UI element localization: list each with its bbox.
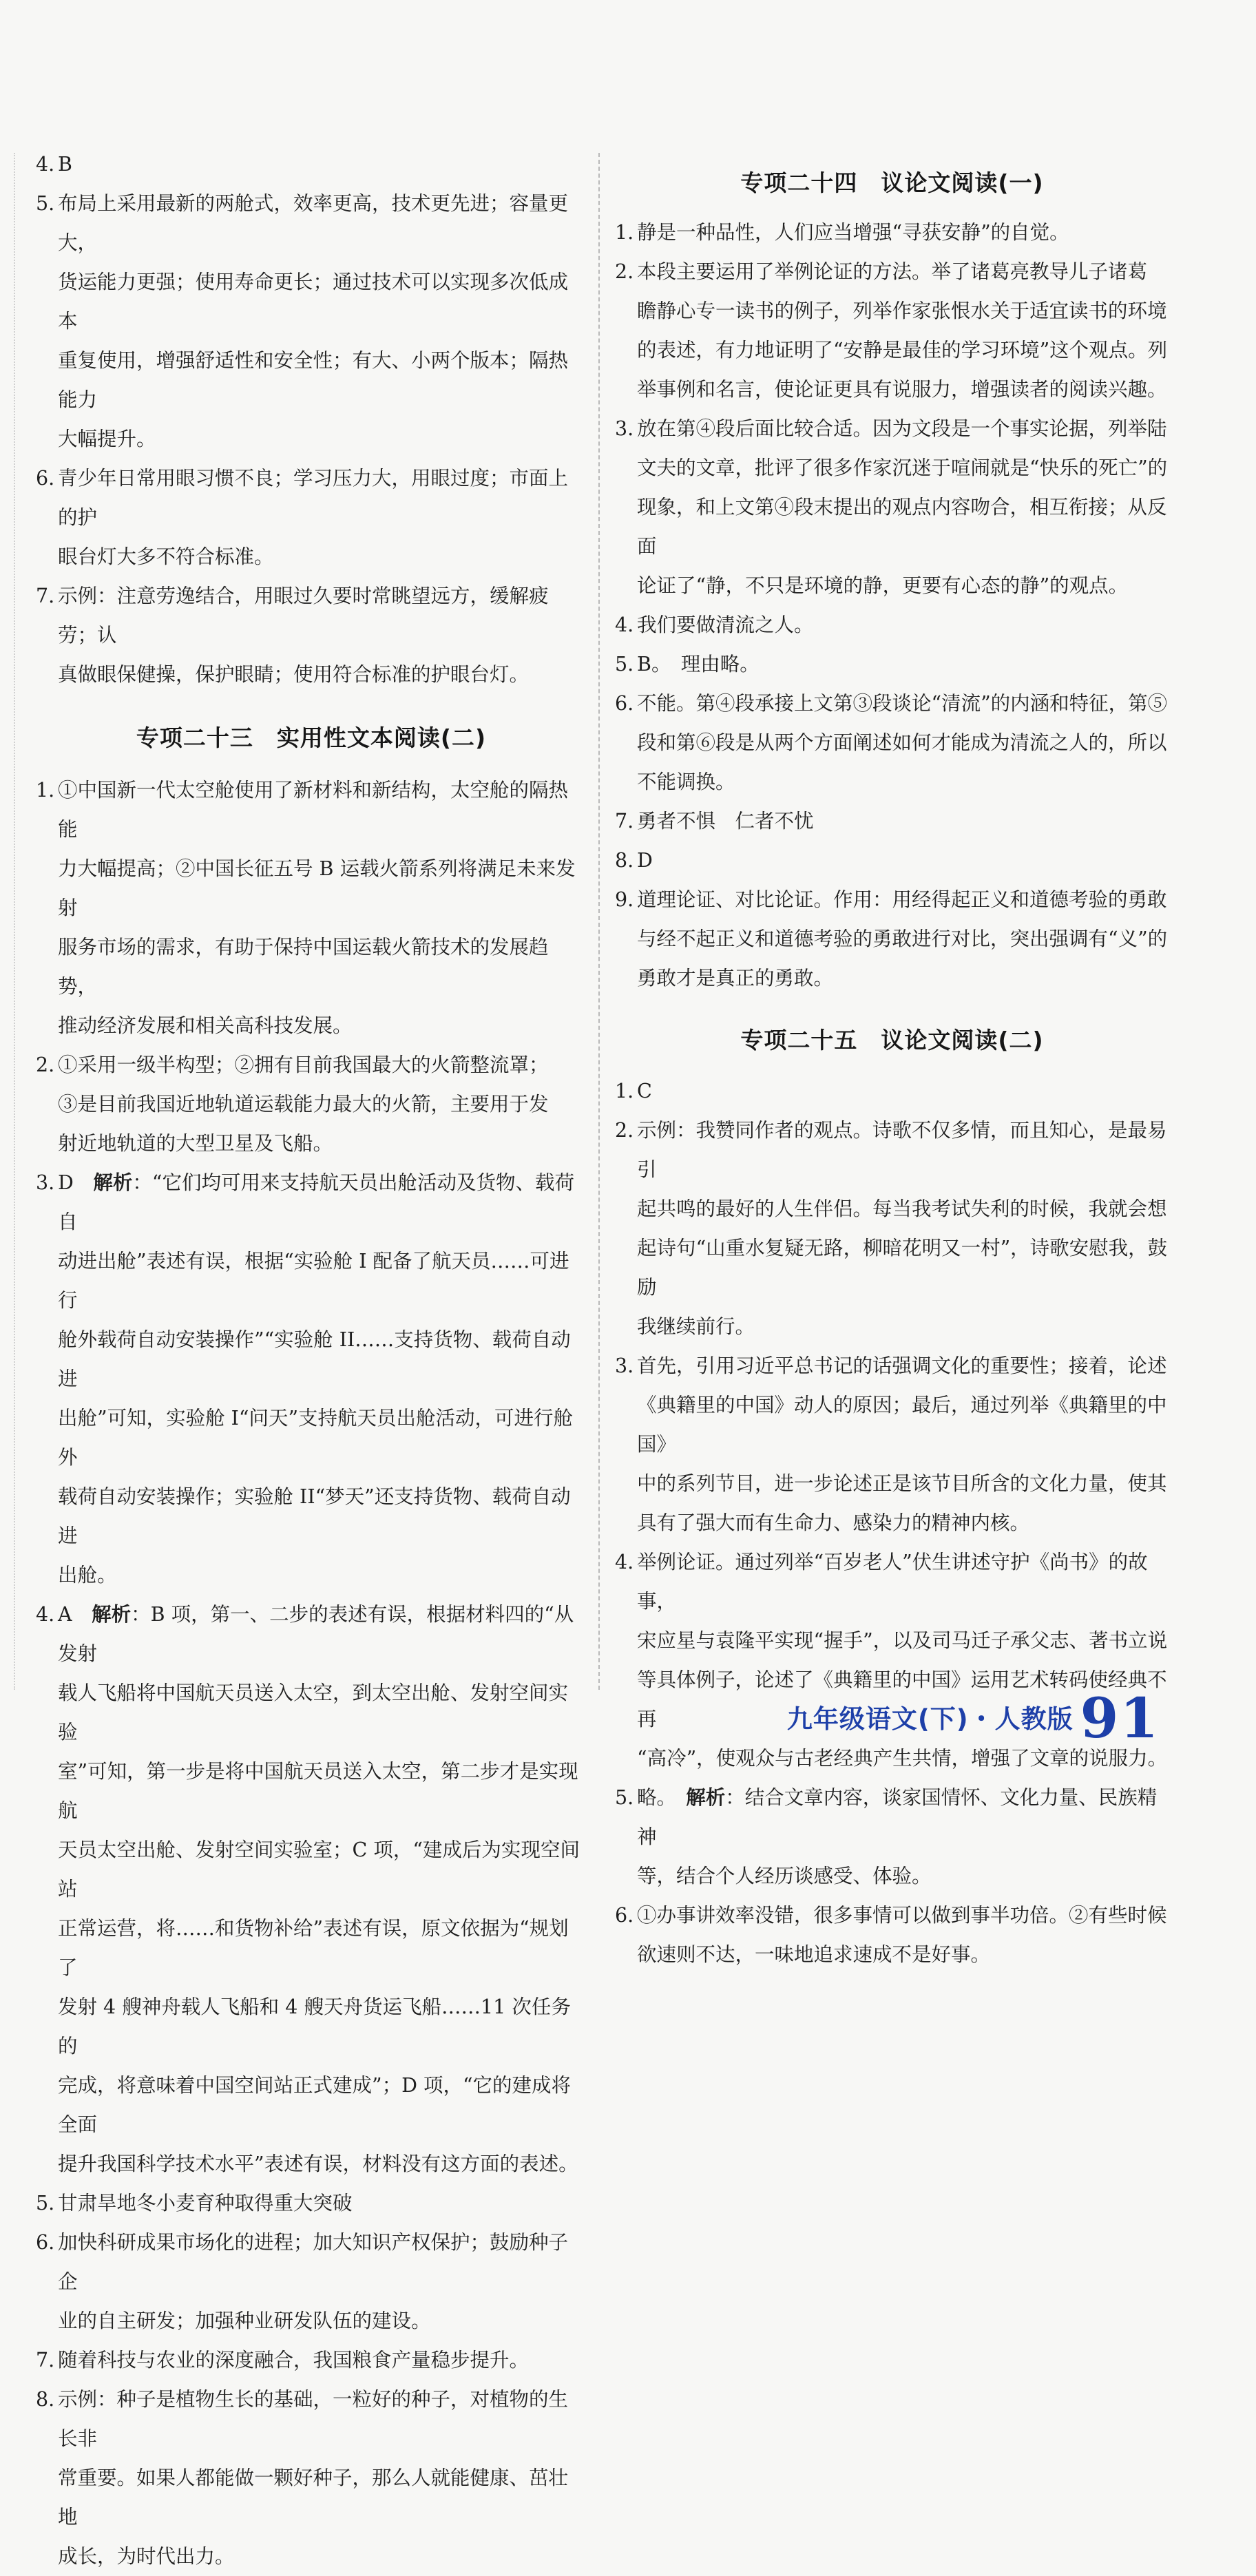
left-top-items xyxy=(36,145,587,694)
answer-item: 2. ①采用一级半构型；②拥有目前我国最大的火箭整流罩； ③是目前我国近地轨道运载能力最大的火箭，主要用于发 射近地轨道的大型卫星及飞船。 xyxy=(36,1054,549,1155)
answer-item: 6. 青少年日常用眼习惯不良；学习压力大，用眼过度；市面上的护 眼台灯大多不符合标准。 xyxy=(36,467,569,568)
page-number: 91 xyxy=(1080,1686,1160,1750)
answer-item: 7. 随着科技与农业的深度融合，我国粮食产量稳步提升。 xyxy=(36,2349,530,2371)
binding-margin xyxy=(14,153,15,1690)
answer-item: 4. 我们要做清流之人。 xyxy=(615,614,814,636)
answer-item: 8. D xyxy=(615,849,653,872)
answer-item: 7. 示例：注意劳逸结合，用眼过久要时常眺望远方，缓解疲劳；认 真做眼保健操，保护眼睛；使用符合标准的护眼台灯。 xyxy=(36,585,549,686)
section-title-23: 专项二十三 实用性文本阅读(二) xyxy=(136,724,487,751)
page-footer xyxy=(787,1686,1160,1750)
answer-item: 1. 静是一种品性，人们应当增强“寻获安静”的自觉。 xyxy=(615,221,1069,244)
answer-item: 4. 举例论证。通过列举“百岁老人”伏生讲述守护《尚书》的故事， 宋应星与袁隆平实现“握手”，以及司马迁子承父志、著书立说 等具体例子，论述了《典籍里的中国》运用艺术转码使经典不再 “高冷”，使观众与古老经典产生共情，增强了文章的说服力。 xyxy=(615,1551,1168,1770)
section-title-24: 专项二十四 议论文阅读(一) xyxy=(740,169,1044,196)
answer-item: 6. 不能。第④段承接上文第③段谈论“清流”的内涵和特征，第⑤ 段和第⑥段是从两个方面阐述如何才能成为清流之人的，所以 不能调换。 xyxy=(615,692,1168,793)
answer-item: 4. A 解析：B 项，第一、二步的表述有误，根据材料四的“从发射 载人飞船将中国航天员送入太空，到太空出舱、发射空间实验 室”可知，第一步是将中国航天员送入太空，第二步才是实现航 天员太空出舱、发射空间实验室；C 项，“建成后为实现空间站 正常运营，将……和货物补给”表述有误，原文依据为“规划了 发射 4 艘神舟载人飞船和 4 艘天舟货运飞船……11 次任务的 完成，将意味着中国空间站正式建成”；D 项，“它的建成将全面 提升我国科学技术水平”表述有误，材料没有这方面的表述。 xyxy=(36,1603,580,2175)
answer-item: 5. 甘肃旱地冬小麦育种取得重大突破 xyxy=(36,2192,353,2214)
section-24-items xyxy=(615,213,1169,998)
answer-item: 1. ①中国新一代太空舱使用了新材料和新结构，太空舱的隔热能 力大幅提高；②中国长征五号 B 运载火箭系列将满足未来发射 服务市场的需求，有助于保持中国运载火箭技术的发展趋势， 推动经济发展和相关高科技发展。 xyxy=(36,779,576,1037)
answer-item: 3. 放在第④段后面比较合适。因为文段是一个事实论据，列举陆 文夫的文章，批评了很多作家沉迷于喧闹就是“快乐的死亡”的 现象，和上文第④段末提出的观点内容吻合，相互衔接；从反面 论证了“静，不只是环境的静，更要有心态的静”的观点。 xyxy=(615,417,1168,597)
book-title: 九年级语文(下)・人教版 xyxy=(786,1704,1074,1734)
answer-item: 5. 布局上采用最新的两舱式，效率更高，技术更先进；容量更大， 货运能力更强；使用寿命更长；通过技术可以实现多次低成本 重复使用，增强舒适性和安全性；有大、小两个版本；隔热能力 大幅提升。 xyxy=(36,192,569,450)
column-divider xyxy=(598,153,600,1690)
answer-item: 2. 示例：我赞同作者的观点。诗歌不仅多情，而且知心，是最易引 起共鸣的最好的人生伴侣。每当我考试失利的时候，我就会想 起诗句“山重水复疑无路，柳暗花明又一村”，诗歌安慰我，鼓励 我继续前行。 xyxy=(615,1119,1168,1338)
answer-item: 6. ①办事讲效率没错，很多事情可以做到事半功倍。②有些时候 欲速则不达，一味地追求速成不是好事。 xyxy=(615,1904,1167,1966)
answer-item: 6. 加快科研成果市场化的进程；加大知识产权保护；鼓励种子企 业的自主研发；加强种业研发队伍的建设。 xyxy=(36,2231,569,2332)
section-title-25: 专项二十五 议论文阅读(二) xyxy=(740,1027,1044,1054)
answer-item: 5. 略。 解析：结合文章内容，谈家国情怀、文化力量、民族精神 等，结合个人经历谈感受、体验。 xyxy=(615,1786,1158,1887)
left-column xyxy=(36,145,587,2576)
answer-item: 5. B。 理由略。 xyxy=(615,653,760,676)
answer-item: 2. 本段主要运用了举例论证的方法。举了诸葛亮教导儿子诸葛 瞻静心专一读书的例子，列举作家张恨水关于适宜读书的环境 的表述，有力地证明了“安静是最佳的学习环境”这个观点。列 举事例和名言，使论证更具有说服力，增强读者的阅读兴趣。 xyxy=(615,260,1168,401)
answer-item: 9. 道理论证、对比论证。作用：用经得起正义和道德考验的勇敢 与经不起正义和道德考验的勇敢进行对比，突出强调有“义”的 勇敢才是真正的勇敢。 xyxy=(615,888,1168,989)
answer-item: 4. B xyxy=(36,153,72,176)
answer-item: 1. C xyxy=(615,1080,652,1102)
answer-item: 7. 勇者不惧 仁者不忧 xyxy=(615,810,814,833)
answer-item: 8. 示例：种子是植物生长的基础，一粒好的种子，对植物的生长非 常重要。如果人都能做一颗好种子，那么人就能健康、茁壮地 成长，为时代出力。 xyxy=(36,2388,569,2568)
answer-item: 3. 首先，引用习近平总书记的话强调文化的重要性；接着，论述 《典籍里的中国》动人的原因；最后，通过列举《典籍里的中国》 中的系列节目，进一步论述正是该节目所含的文化力量，使其 具有了强大而有生命力、感染力的精神内核。 xyxy=(615,1354,1167,1534)
answer-item: 3. D 解析：“它们均可用来支持航天员出舱活动及货物、载荷自 动进出舱”表述有误，根据“实验舱 I 配备了航天员……可进行 舱外载荷自动安装操作”“实验舱 II……支持货物、载荷自动进 出舱”可知，实验舱 I“问天”支持航天员出舱活动，可进行舱外 载荷自动安装操作；实验舱 II“梦天”还支持货物、载荷自动进 出舱。 xyxy=(36,1171,574,1587)
section-25-items xyxy=(615,1071,1169,1974)
section-23-items xyxy=(36,771,587,2576)
